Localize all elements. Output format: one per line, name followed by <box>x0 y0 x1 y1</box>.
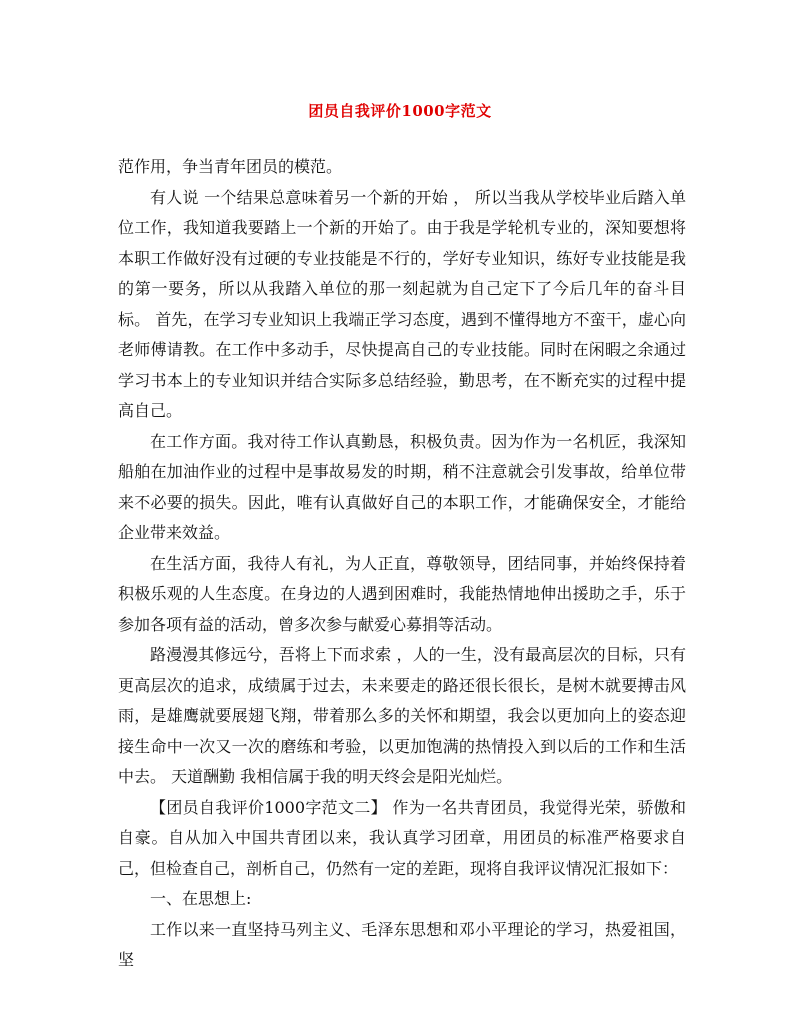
document-body <box>118 152 686 976</box>
paragraph: 工作以来一直坚持马列主义、毛泽东思想和邓小平理论的学习，热爱祖国，坚 <box>118 919 686 969</box>
section-heading: 一、在思想上: <box>150 889 252 908</box>
document-title: 团员自我评价1000字范文 <box>308 102 492 120</box>
paragraph: 在工作方面。我对待工作认真勤恳，积极负责。因为作为一名机匠，我深知船舶在加油作业的过程中是事故易发的时期，稍不注意就会引发事故，给单位带来不必要的损失。因此，唯有认真做好自己的本职工作，才能确保安全，才能给企业带来效益。 <box>118 431 686 542</box>
paragraph: 有人说 一个结果总意味着另一个新的开始 ， 所以当我从学校毕业后踏入单位工作，我知道我要踏上一个新的开始了。由于我是学轮机专业的，深知要想将本职工作做好没有过硬的专业技能是不行的，学好专业知识，练好专业技能是我的第一要务，所以从我踏入单位的那一刻起就为自己定下了今后几年的奋斗目标。 首先，在学习专业知识上我端正学习态度，遇到不懂得地方不蛮干，虚心向老师傅请教。在工作中多动手，尽快提高自己的专业技能。同时在闲暇之余通过学习书本上的专业知识并结合实际多总结经验，勤思考，在不断充实的过程中提高自己。 <box>118 187 686 420</box>
paragraph: 在生活方面，我待人有礼，为人正直，尊敬领导，团结同事，并始终保持着积极乐观的人生态度。在身边的人遇到困难时，我能热情地伸出援助之手，乐于参加各项有益的活动，曾多次参与献爱心募捐等活动。 <box>118 553 686 634</box>
paragraph: 路漫漫其修远兮，吾将上下而求索 ，人的一生，没有最高层次的目标，只有更高层次的追求，成绩属于过去，未来要走的路还很长很长，是树木就要搏击风雨，是雄鹰就要展翅飞翔，带着那么多的关怀和期望，我会以更加向上的姿态迎接生命中一次又一次的磨练和考验，以更加饱满的热情投入到以后的工作和生活中去。 天道酬勤 我相信属于我的明天终会是阳光灿烂。 <box>118 645 686 786</box>
paragraph: 范作用，争当青年团员的模范。 <box>118 157 343 176</box>
paragraph: 【团员自我评价1000字范文二】 作为一名共青团员，我觉得光荣，骄傲和自豪。自从加入中国共青团以来，我认真学习团章，用团员的标准严格要求自己，但检查自己，剖析自己，仍然有一定的差距，现将自我评议情况汇报如下： <box>118 797 686 878</box>
